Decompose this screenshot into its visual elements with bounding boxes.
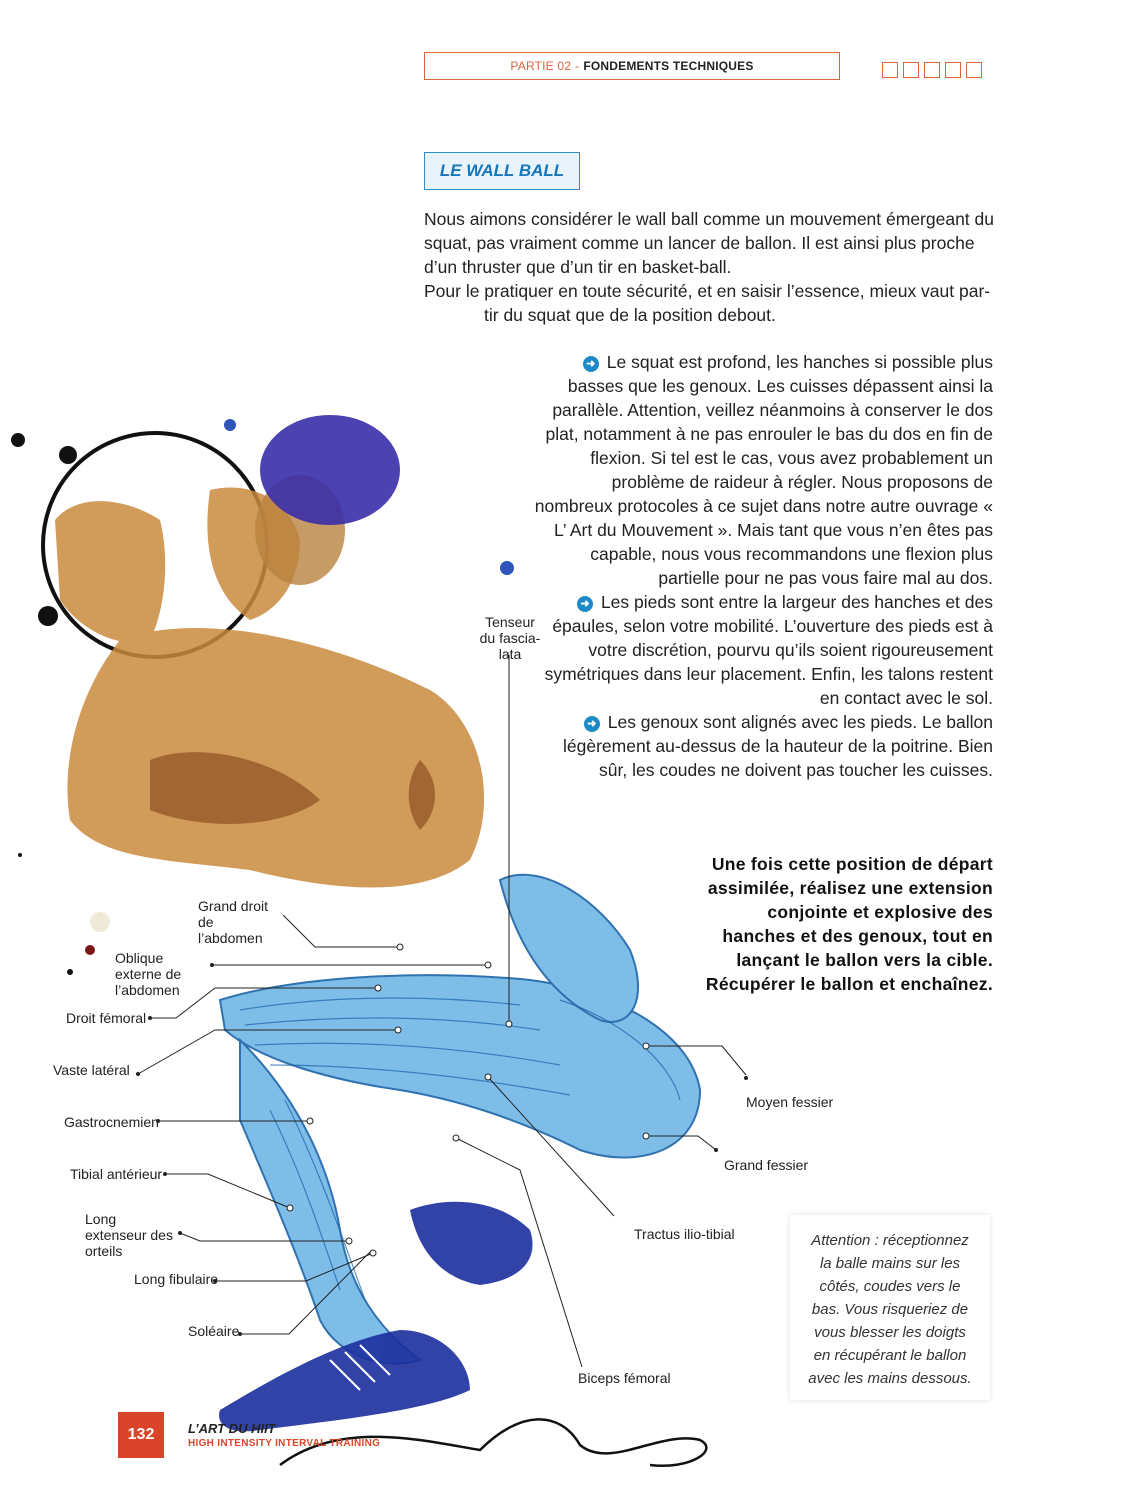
- hair: [260, 415, 400, 525]
- part-label: PARTIE 02: [510, 59, 572, 73]
- label-vaste-lateral: Vaste latéral: [53, 1062, 130, 1078]
- bullet-list: [533, 350, 993, 782]
- bullet-item-3: [533, 710, 993, 782]
- bullet-text-1: Le squat est profond, les hanches si possible plus basses que les genoux. Les cuisses dépassent ainsi la parallèle. Attention, veillez néanmoins à conserver le dos plat, notamment à ne pas enrouler le bas du dos en fin de flexion. Si tel est le cas, vous avez probablement un problème de raideur à régler. Nous proposons de nombreux protocoles à ce sujet dans notre autre ouvrage « L’ Art du Mouvement ». Mais tant que vous n’en êtes pas capable, nous vous recommandons une flexion plus partielle pour ne pas vous faire mal au dos.: [534, 352, 993, 588]
- label-biceps: Biceps fémoral: [578, 1370, 671, 1386]
- square-1: [882, 62, 898, 78]
- label-long-extenseur: Long extenseur des orteils: [85, 1211, 173, 1259]
- arrow-right-icon: ➜: [577, 596, 593, 612]
- label-tenseur: Tenseur du fascia-lata: [479, 614, 541, 662]
- label-gastrocnemien: Gastrocnemien: [64, 1114, 159, 1130]
- intro-line-1: Nous aimons considérer le wall ball comme un mouvement émergeant du squat, pas vraiment comme un lancer de ballon. Il est ainsi plus proche d’un thruster que d’un tir en basket-ball.: [424, 209, 994, 277]
- bullet-item-1: [533, 350, 993, 590]
- page-title: LE WALL BALL: [424, 152, 580, 190]
- intro-text: [424, 207, 994, 327]
- label-soleaire: Soléaire: [188, 1323, 240, 1339]
- legs: [220, 875, 700, 1364]
- bullet-text-2: Les pieds sont entre la largeur des hanches et des épaules, selon votre mobilité. L’ouverture des pieds est à votre discrétion, pourvu qu’ils soient rigoureusement symétriques dans leur placement. Enfin, les talons restent en contact avec le sol.: [544, 592, 993, 708]
- bullet-item-2: [533, 590, 993, 710]
- attention-note: Attention : réceptionnez la balle mains sur les côtés, coudes vers le bas. Vous risqueriez de vous blesser les doigts en récupérant le ballon avec les mains dessous.: [790, 1215, 990, 1400]
- square-3: [924, 62, 940, 78]
- label-grand-fessier: Grand fessier: [724, 1157, 809, 1173]
- intro-line-2: Pour le pratiquer en toute sécurité, et en saisir l’essence, mieux vaut par-: [424, 281, 991, 301]
- label-droit-femoral: Droit fémoral: [66, 1010, 147, 1026]
- arrow-right-icon: ➜: [584, 716, 600, 732]
- section-label: FONDEMENTS TECHNIQUES: [583, 59, 754, 73]
- bullet-text-3: Les genoux sont alignés avec les pieds. Le ballon légèrement au-dessus de la hauteur de la poitrine. Bien sûr, les coudes ne doivent pas toucher les cuisses.: [563, 712, 993, 780]
- label-oblique: Oblique externe de l’abdomen: [115, 950, 182, 998]
- book-title: L’ART DU HIIT: [188, 1421, 276, 1436]
- page-number: 132: [118, 1412, 164, 1458]
- section-header: [424, 52, 840, 80]
- intro-line-3: tir du squat que de la position debout.: [484, 305, 776, 325]
- square-4: [945, 62, 961, 78]
- label-tibial: Tibial antérieur: [70, 1166, 163, 1182]
- header-separator: -: [575, 59, 580, 73]
- square-2: [903, 62, 919, 78]
- instruction-paragraph: Une fois cette position de départ assimilée, réalisez une extension conjointe et explosive des hanches et des genoux, tout en lançant le ballon vers la cible. Récupérer le ballon et enchaînez.: [705, 854, 993, 994]
- label-long-fibulaire: Long fibulaire: [134, 1271, 219, 1287]
- label-tractus: Tractus ilio-tibial: [634, 1226, 735, 1242]
- progress-squares: [882, 62, 982, 78]
- square-5: [966, 62, 982, 78]
- label-grand-droit: Grand droit de l’abdomen: [198, 898, 269, 946]
- book-subtitle: HIGH INTENSITY INTERVAL TRAINING: [188, 1438, 381, 1449]
- arrow-right-icon: ➜: [583, 356, 599, 372]
- label-moyen-fessier: Moyen fessier: [746, 1094, 834, 1110]
